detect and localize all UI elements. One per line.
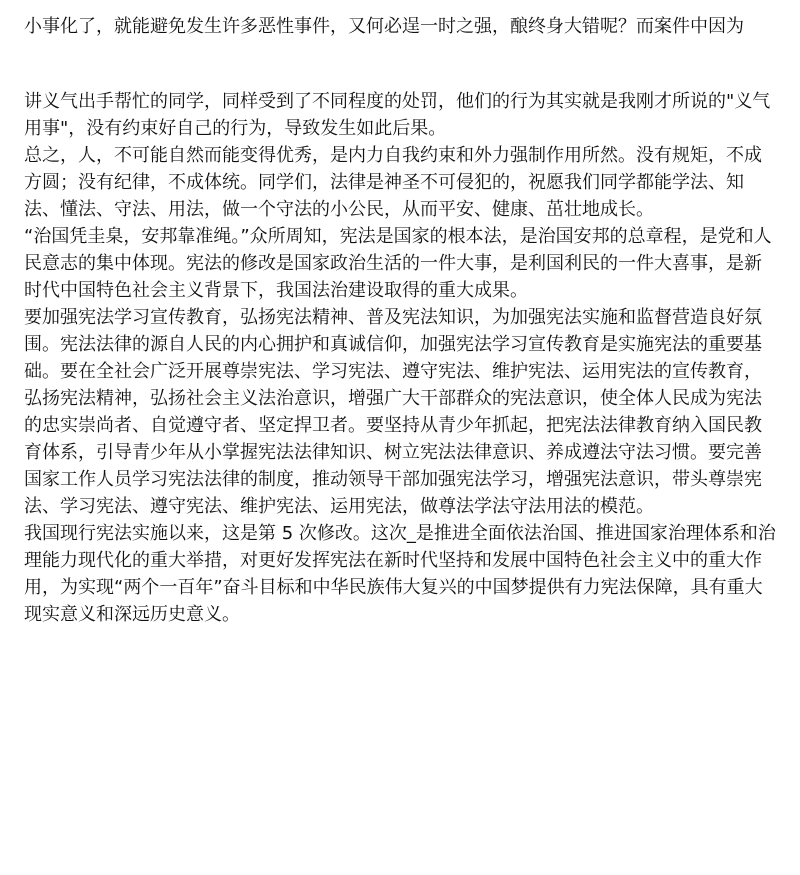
paragraph-5: 我国现行宪法实施以来，这是第 5 次修改。这次_是推进全面依法治国、推进国家治理体系和治理能力现代化的重大举措，对更好发挥宪法在新时代坚持和发展中国特色社会主义中的重大作用，为实现“两个一百年”奋斗目标和中华民族伟大复兴的中国梦提供有力宪法保障，具有重大现实意义和深远历史意义。: [24, 523, 776, 625]
paragraph-4: 要加强宪法学习宣传教育，弘扬宪法精神、普及宪法知识，为加强宪法实施和监督营造良好氛围。宪法法律的源自人民的内心拥护和真诚信仰，加强宪法学习宣传教育是实施宪法的重要基础。要在全社会广泛开展尊崇宪法、学习宪法、遵守宪法、维护宪法、运用宪法的宣传教育，弘扬宪法精神，弘扬社会主义法治意识，增强广大干部群众的宪法意识，使全体人民成为宪法的忠实崇尚者、自觉遵守者、坚定捍卫者。要坚持从青少年抓起，把宪法法律教育纳入国民教育体系，引导青少年从小掌握宪法法律知识、树立宪法法律意识、养成遵法守法习惯。要完善国家工作人员学习宪法法律的制度，推动领导干部加强宪法学习，增强宪法意识，带头尊崇宪法、学习宪法、遵守宪法、维护宪法、运用宪法，做尊法学法守法用法的模范。: [24, 307, 762, 517]
document-page: [24, 0, 779, 625]
top-paragraph-fragment: [24, 0, 779, 40]
paragraph-1: 讲义气出手帮忙的同学，同样受到了不同程度的处罚，他们的行为其实就是我刚才所说的"义气用事"，没有约束好自己的行为，导致发生如此后果。: [24, 91, 771, 139]
paragraph-text: 小事化了，就能避免发生许多恶性事件，又何必逞一时之强，酿终身大错呢？而案件中因为: [24, 16, 744, 37]
main-text-body: [24, 88, 779, 628]
paragraph-3: “治国凭圭臬，安邦靠准绳。”众所周知，宪法是国家的根本法，是治国安邦的总章程，是党和人民意志的集中体现。宪法的修改是国家政治生活的一件大事，是利国利民的一件大喜事，是新时代中国特色社会主义背景下，我国法治建设取得的重大成果。: [24, 226, 772, 301]
paragraph-2: 总之，人，不可能自然而能变得优秀，是内力自我约束和外力强制作用所然。没有规矩，不成方圆；没有纪律，不成体统。同学们，法律是神圣不可侵犯的，祝愿我们同学都能学法、知法、懂法、守法、用法，做一个守法的小公民，从而平安、健康、茁壮地成长。: [24, 145, 762, 220]
